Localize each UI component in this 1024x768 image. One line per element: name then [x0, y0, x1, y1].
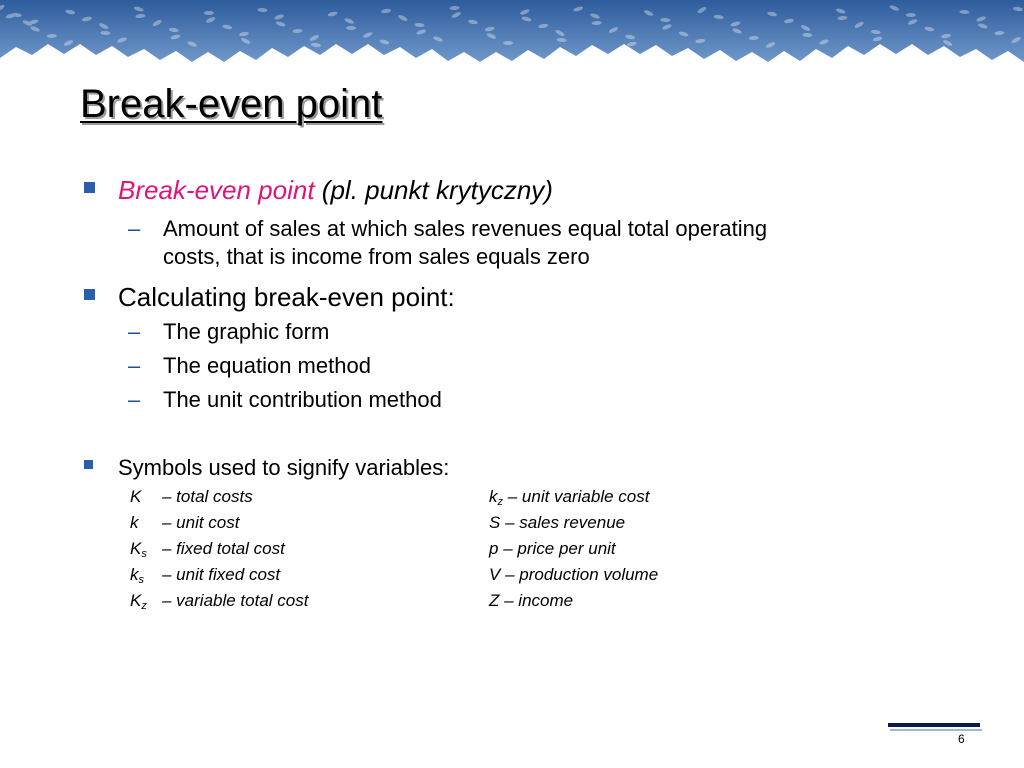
page-number: 6 — [958, 732, 965, 746]
symbol: K — [130, 487, 142, 506]
symbol-entry: $k_z$ – unit variable cost — [489, 487, 650, 508]
method-unit-contribution: The unit contribution method — [163, 387, 442, 412]
dash-icon: – — [128, 387, 141, 412]
bullet-break-even — [118, 175, 553, 205]
symbol-description: – unit cost — [162, 513, 240, 532]
bullet-square-icon — [84, 289, 95, 300]
footer-rule-shadow — [890, 729, 982, 731]
symbol: k — [130, 513, 139, 532]
symbol-entry: Z – income — [489, 591, 574, 610]
symbol-description: – total costs — [162, 487, 253, 506]
method-equation: The equation method — [163, 353, 371, 378]
symbol-entry: p – price per unit — [489, 539, 616, 558]
symbol: $K_s$ — [130, 539, 147, 560]
bullet-square-icon — [84, 460, 93, 469]
bullet-symbols: Symbols used to signify variables: — [118, 455, 450, 480]
dash-icon: – — [128, 319, 141, 344]
definition-line-1: Amount of sales at which sales revenues equal total operating — [163, 216, 768, 241]
bullet-calculating: Calculating break-even point: — [118, 282, 455, 312]
bullet-square-icon — [84, 182, 95, 193]
symbol-description: – unit fixed cost — [162, 565, 281, 584]
symbol-entry: V – production volume — [489, 565, 659, 584]
symbol-description: – variable total cost — [162, 591, 309, 610]
method-graphic: The graphic form — [163, 319, 330, 344]
symbol-entry: S – sales revenue — [489, 513, 626, 532]
term-break-even: Break-even point — [118, 175, 315, 205]
dash-icon: – — [128, 216, 141, 241]
symbol: $K_z$ — [130, 591, 147, 612]
definition-line-2: costs, that is income from sales equals zero — [163, 244, 590, 269]
decorative-banner — [0, 0, 1024, 75]
slide-title: Break-even point — [80, 82, 383, 126]
term-note: (pl. punkt krytyczny) — [321, 175, 553, 205]
banner-texture-mark — [346, 26, 356, 30]
symbol: $k_s$ — [130, 565, 144, 586]
footer-rule — [888, 723, 980, 727]
dash-icon: – — [128, 353, 141, 378]
symbol-description: – fixed total cost — [162, 539, 285, 558]
